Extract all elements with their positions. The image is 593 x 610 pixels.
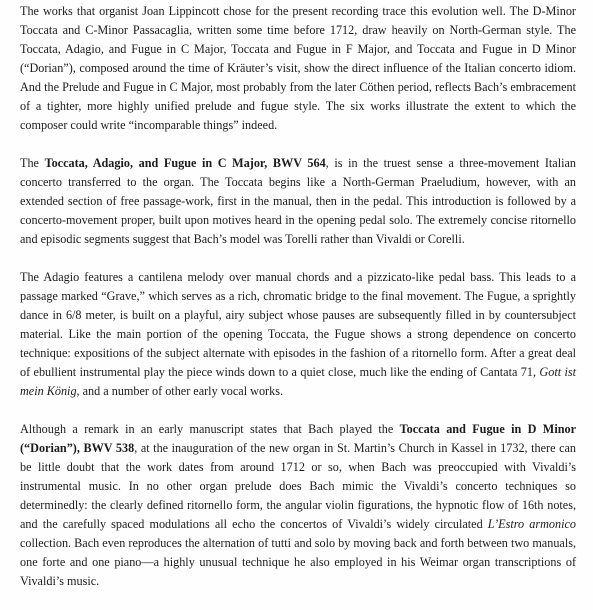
paragraph-bwv538 xyxy=(20,420,576,591)
paragraph-adagio xyxy=(20,268,576,401)
estro-title: L’Estro armonico xyxy=(487,517,576,531)
bwv564-title: Toccata, Adagio, and Fugue in C Major, BWV 564 xyxy=(44,156,326,170)
adagio-body: The Adagio features a cantilena melody over manual chords and a pizzicato-like pedal bass. This leads to a passage marked “Grave,” which serves as a rich, chromatic bridge to the final movement. The Fugue, a sprightly dance in 6/8 meter, is built on a playful, airy subject whose pauses are subsequently filled in by countersubject material. Like the main portion of the opening Toccata, the Fugue shows a strong dependence on concerto technique: expositions of the subject alternate with episodes in the fashion of a ritornello form. After a great deal of ebullient instrumental play the piece winds down to a quiet close, much like the ending of Cantata 71, xyxy=(20,270,576,379)
intro-text: The works that organist Joan Lippincott chose for the present recording trace this evolution well. The D-Minor Toccata and C-Minor Passacaglia, written some time before 1712, draw heavily on North-German style. The Toccata, Adagio, and Fugue in C Major, Toccata and Fugue in F Major, and Toccata and Fugue in D Minor (“Dorian”), composed around the time of Kräuter’s visit, show the direct influence of the Italian concerto idiom. And the Prelude and Fugue in C Major, most probably from the later Cöthen period, reflects Bach’s embracement of a tighter, more highly unified prelude and fugue style. The six works illustrate the extent to which the composer could write “incomparable things” indeed. xyxy=(20,4,576,132)
adagio-tail: , and a number of other early vocal works. xyxy=(76,384,283,398)
document-page xyxy=(20,2,576,610)
paragraph-bwv564 xyxy=(20,154,576,249)
bwv538-body: , at the inauguration of the new organ in St. Martin’s Church in Kassel in 1732, there can be little doubt that the work dates from around 1712 or so, when Bach was preoccupied with Vivaldi’s instrumental music. In no other organ prelude does Bach mimic the Vivaldi’s concerto techniques so determinedly: the clearly defined ritornello form, the angular violin figurations, the hypnotic flow of 16th notes, and the carefully spaced modulations all echo the concertos of Vivaldi’s widely circulated xyxy=(20,441,576,531)
paragraph-intro xyxy=(20,2,576,135)
bwv538-tail: collection. Bach even reproduces the alternation of tutti and solo by moving back and forth between two manuals, one forte and one piano—a highly unusual technique he also employed in his Weimar organ transcriptions of Vivaldi’s music. xyxy=(20,536,576,588)
bwv564-lead: The xyxy=(20,156,45,170)
cantata-title: Gott ist mein König xyxy=(20,365,577,398)
bwv538-title: Toccata and Fugue in D Minor (“Dorian”), BWV 538 xyxy=(20,422,576,455)
bwv564-body: , is in the truest sense a three-movement Italian concerto transferred to the organ. The Toccata begins like a North-German Praeludium, however, with an extended section of free passage-work, first in the manual, then in the pedal. This introduction is followed by a concerto-movement proper, built upon motives heard in the opening pedal solo. The extremely concise ritornello and episodic segments suggest that Bach’s model was Torelli rather than Vivaldi or Corelli. xyxy=(20,156,576,246)
bwv538-lead: Although a remark in an early manuscript states that Bach played the xyxy=(20,422,400,436)
